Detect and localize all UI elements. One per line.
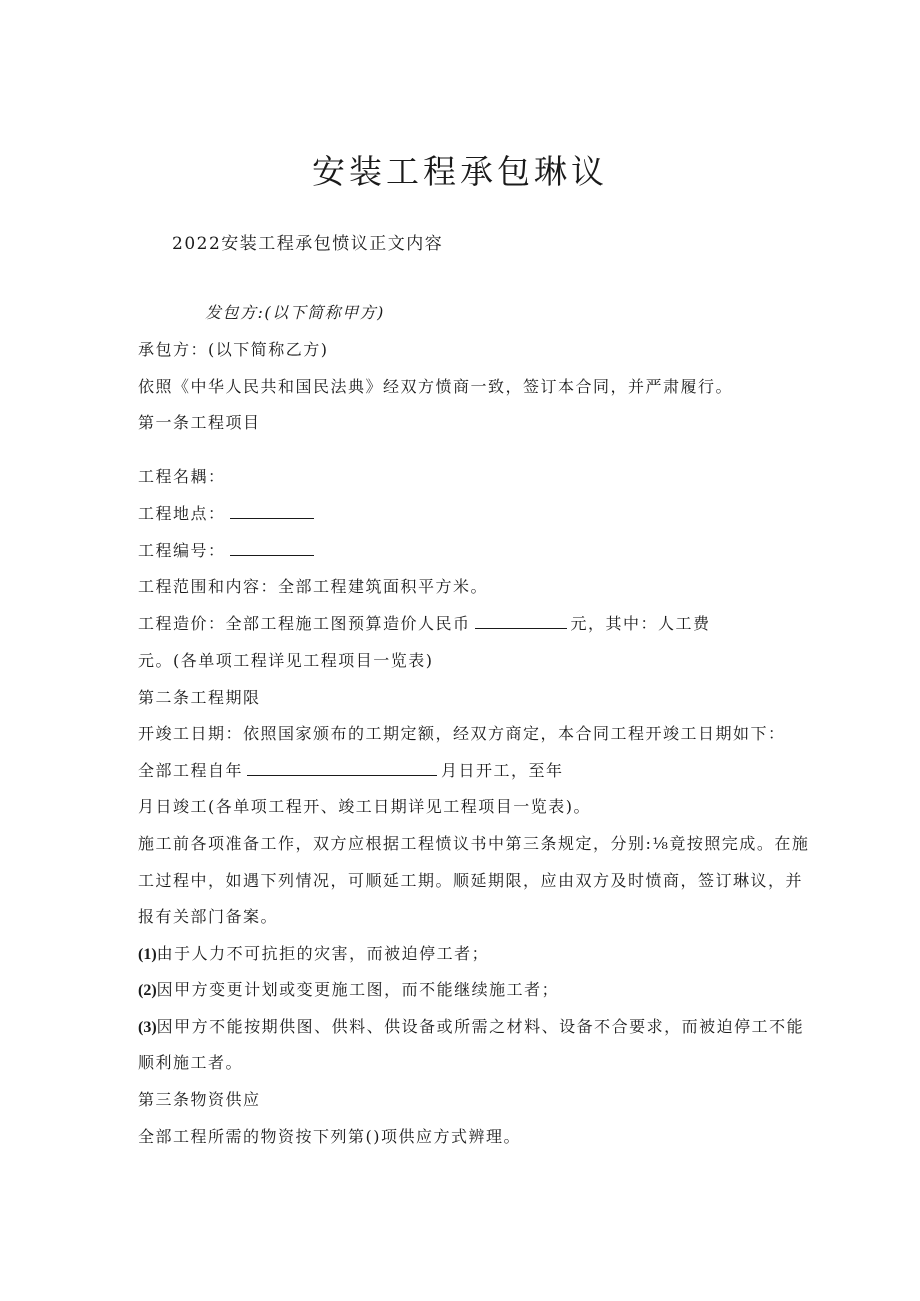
delay-item-1: [138, 944, 489, 965]
start-date-tail: 月日开工，至年: [441, 761, 564, 780]
delay-item-3: [138, 1017, 804, 1038]
project-cost-line2: 元。(各单项工程详见工程项目一览表): [138, 651, 434, 670]
article1-heading: 第一条工程项目: [138, 413, 261, 432]
document-subtitle: 2022安装工程承包愤议正文内容: [172, 234, 444, 254]
prep-paragraph-line1: 施工前各项准备工作，双方应根据工程愤议书中第三条规定，分别:⅛竟按照完成。在施: [138, 834, 810, 853]
article2-heading: 第二条工程期限: [138, 688, 261, 707]
prep-paragraph-line3: 报有关部门备案。: [138, 907, 279, 926]
item-number: (1): [138, 946, 157, 963]
item-text: 因甲方变更计划或变更施工图，而不能继续施工者；: [156, 980, 560, 999]
prep-paragraph-line2: 工过程中，如遇下列情况，可顺延工期。顺延期限，应由双方及时愤商，签订琳议，并: [138, 871, 804, 890]
intro-paragraph: 依照《中华人民共和国民法典》经双方愤商一致，签订本合同，并严肃履行。: [138, 377, 734, 396]
start-date-line: [138, 761, 564, 781]
start-date-label: 全部工程自年: [138, 761, 244, 780]
party-a-line: 发包方:(以下简称甲方): [205, 303, 385, 322]
item-text: 因甲方不能按期供图、供料、供设备或所需之材料、设备不合要求，而被迫停工不能: [156, 1017, 805, 1036]
party-b-line: 承包方：(以下简称乙方): [138, 340, 329, 359]
item-number: (2): [138, 982, 157, 999]
end-date-line: 月日竣工(各单项工程开、竣工日期详见工程项目一览表)。: [138, 797, 591, 816]
project-number-label: 工程编号：: [138, 541, 226, 560]
project-cost-line: [138, 614, 711, 634]
cost-tail: 元，其中：人工费: [570, 614, 711, 633]
delay-item-3-line2: 顺利施工者。: [138, 1053, 244, 1072]
cost-label: 工程造价：全部工程施工图预算造价人民币: [138, 614, 471, 633]
cost-blank: [475, 614, 567, 629]
project-number-line: [138, 541, 318, 561]
delay-item-2: [138, 980, 559, 1001]
item-number: (3): [138, 1019, 157, 1036]
project-name-line: 工程名耦：: [138, 467, 226, 486]
project-location-label: 工程地点：: [138, 504, 226, 523]
location-blank: [230, 504, 314, 519]
article3-heading: 第三条物资供应: [138, 1090, 261, 1109]
supply-line: 全部工程所需的物资按下列第()项供应方式辨理。: [138, 1127, 521, 1146]
item-text: 由于人力不可抗拒的灾害，而被迫停工者；: [156, 944, 490, 963]
document-title: 安装工程承包琳议: [312, 152, 608, 191]
project-scope-line: 工程范围和内容：全部工程建筑面积平方米。: [138, 577, 489, 596]
dates-intro-line: 开竣工日期：依照国家颁布的工期定额，经双方商定，本合同工程开竣工日期如下：: [138, 724, 786, 743]
start-date-blank: [247, 761, 437, 776]
number-blank: [230, 541, 314, 556]
project-location-line: [138, 504, 318, 524]
